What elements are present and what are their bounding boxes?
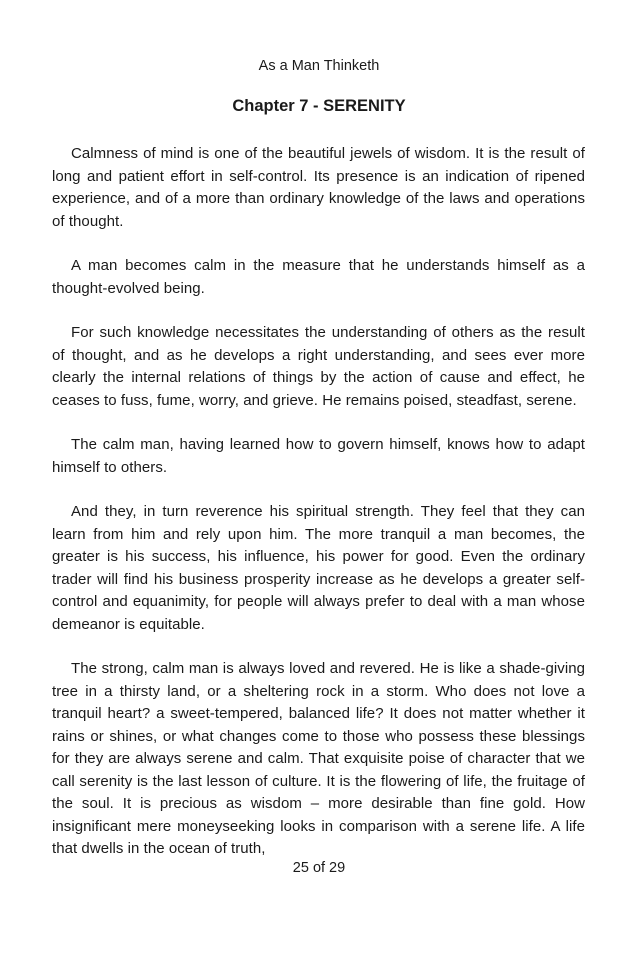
- paragraph: A man becomes calm in the measure that he understands himself as a thought-evolved being.: [52, 257, 585, 297]
- paragraph: The calm man, having learned how to govern himself, knows how to adapt himself to others.: [52, 436, 585, 476]
- page-number: 25 of 29: [292, 860, 346, 876]
- chapter-body: [52, 143, 585, 883]
- paragraph: The strong, calm man is always loved and revered. He is like a shade-giving tree in a thirsty land, or a sheltering rock in a storm. Who does not love a tranquil heart? a sweet-tempered, balanced life? It does not matter whether it rains or shines, or what changes come to those who possess these blessings for they are always serene and calm. That exquisite poise of character that we call serenity is the last lesson of culture. It is the flowering of life, the fruitage of the soul. It is precious as wisdom – more desirable than fine gold. How insignificant mere moneyseeking looks in comparison with a serene life. A life that dwells in the ocean of truth,: [52, 660, 585, 857]
- paragraph: For such knowledge necessitates the understanding of others as the result of thought, and as he develops a right understanding, and sees ever more clearly the internal relations of things by the action of cause and effect, he ceases to fuss, fume, worry, and grieve. He remains poised, steadfast, serene.: [52, 324, 585, 409]
- paragraph: Calmness of mind is one of the beautiful jewels of wisdom. It is the result of long and patient effort in self-control. Its presence is an indication of ripened experience, and of a more than ordinary knowledge of the laws and operations of thought.: [52, 145, 585, 230]
- running-header: As a Man Thinketh: [258, 58, 380, 74]
- paragraph: And they, in turn reverence his spiritual strength. They feel that they can learn from him and rely upon him. The more tranquil a man becomes, the greater is his success, his influence, his power for good. Even the ordinary trader will find his business prosperity increase as he develops a greater self-control and equanimity, for people will always prefer to deal with a man whose demeanor is equitable.: [52, 503, 585, 633]
- chapter-title: Chapter 7 - SERENITY: [232, 97, 406, 115]
